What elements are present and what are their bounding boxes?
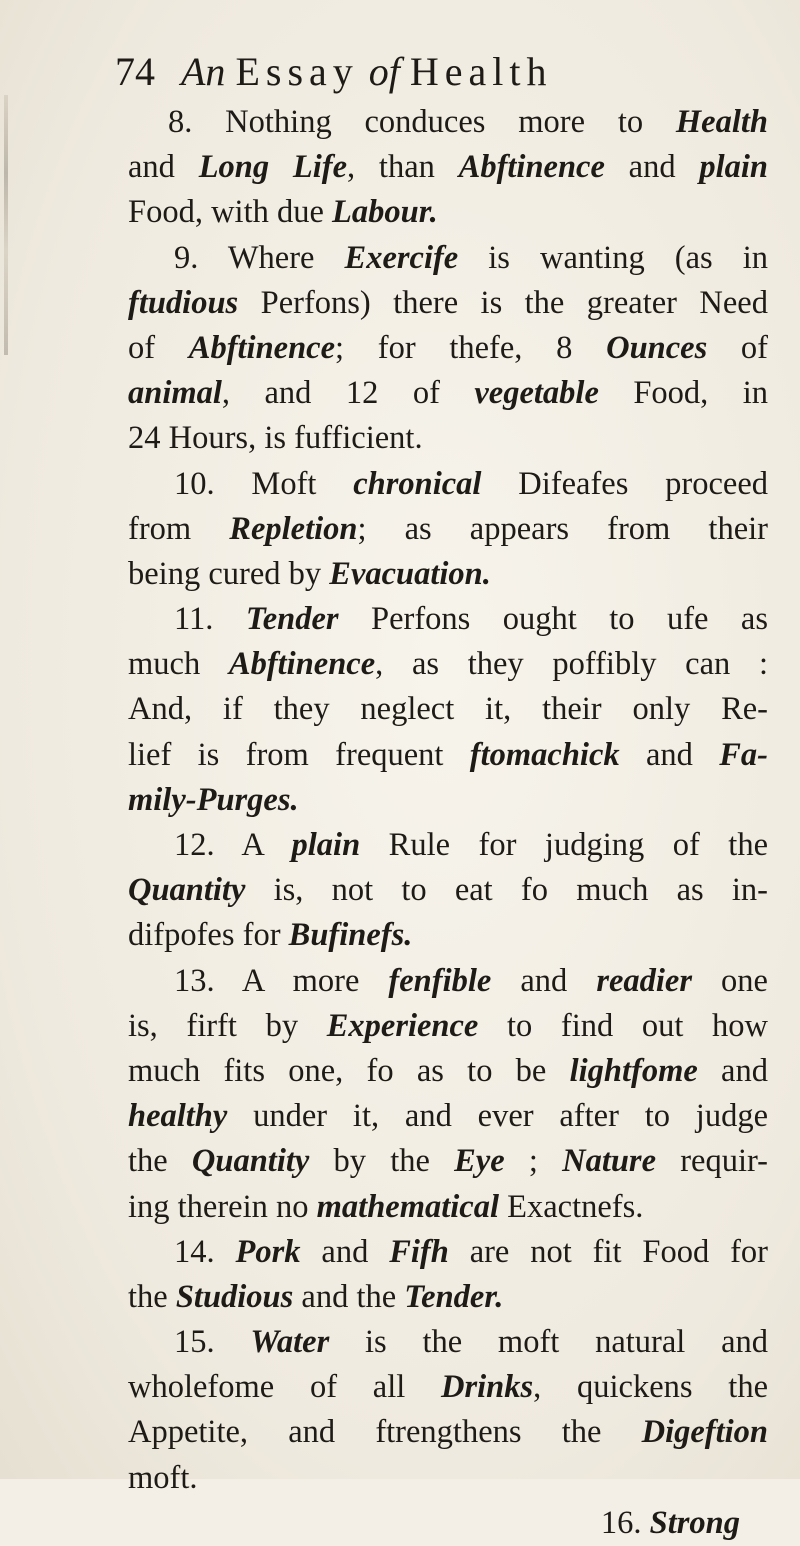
text-line	[128, 416, 768, 461]
text-segment: 9. Where	[174, 239, 345, 276]
text-line	[128, 687, 768, 732]
text-segment: , and 12 of	[221, 375, 475, 412]
text-segment: Difeafes proceed	[481, 465, 769, 502]
text-segment: and	[491, 962, 597, 999]
text-line	[128, 1365, 768, 1410]
italic-segment: Pork	[235, 1233, 301, 1270]
text-segment: wholefome of all	[128, 1369, 442, 1406]
text-line	[128, 1049, 768, 1094]
text-segment: 8. Nothing conduces more to	[168, 104, 676, 140]
text-segment: are not fit Food for	[448, 1233, 769, 1270]
text-segment: the	[128, 1278, 176, 1315]
italic-segment: animal	[128, 375, 222, 412]
text-line	[128, 462, 768, 507]
italic-segment: vegetable	[474, 375, 599, 412]
italic-segment: fenfible	[388, 962, 492, 999]
italic-segment: Nature	[562, 1143, 657, 1180]
text-line	[128, 145, 768, 190]
italic-segment: Quantity	[191, 1143, 310, 1180]
text-segment: 14.	[174, 1233, 236, 1270]
text-line	[128, 507, 768, 552]
text-line	[128, 913, 768, 958]
text-line	[128, 959, 768, 1004]
text-segment: 12. A	[174, 827, 292, 863]
italic-segment: Tender.	[404, 1278, 504, 1315]
text-segment: ing therein no	[128, 1188, 317, 1225]
text-line	[128, 281, 768, 326]
text-segment: , as they poffibly can :	[375, 646, 768, 683]
italic-segment: Water	[250, 1324, 330, 1361]
catchword-number: 16.	[600, 1504, 650, 1541]
text-segment: and	[619, 736, 720, 773]
text-line	[128, 100, 768, 145]
text-line	[128, 1410, 768, 1455]
text-line	[128, 326, 768, 371]
text-line	[128, 642, 768, 687]
italic-segment: Repletion	[229, 510, 358, 547]
text-segment: Appetite, and ftrengthens the	[128, 1414, 642, 1451]
text-segment: is, not to eat fo much as in-	[245, 872, 768, 909]
header-word-essay: Essay	[235, 49, 359, 94]
text-segment: by the	[309, 1143, 455, 1180]
text-line	[128, 868, 768, 913]
header-word-health: Health	[409, 49, 553, 94]
italic-segment: readier	[596, 962, 693, 999]
text-segment: ; for thefe, 8	[335, 329, 607, 366]
text-segment: and	[300, 1233, 390, 1270]
body-text	[128, 100, 768, 1546]
italic-segment: ftomachick	[469, 736, 620, 773]
text-segment: one	[692, 962, 768, 999]
text-segment: 11.	[174, 601, 246, 638]
italic-segment: Drinks	[441, 1369, 534, 1406]
italic-segment: Labour.	[332, 194, 438, 231]
catchword	[128, 1501, 768, 1546]
italic-segment: Ounces	[606, 329, 708, 366]
text-line	[128, 1094, 768, 1139]
italic-segment: plain	[291, 827, 361, 863]
italic-segment: Tender	[245, 601, 339, 638]
text-segment: ;	[504, 1143, 563, 1180]
header-word-of: of	[368, 49, 400, 94]
italic-segment: Abftinence	[458, 149, 605, 186]
italic-segment: Long Life	[198, 149, 348, 186]
italic-segment: Abftinence	[188, 329, 336, 366]
text-line	[128, 1004, 768, 1049]
italic-segment: Quantity	[128, 872, 246, 909]
text-segment: , quickens the	[533, 1369, 768, 1406]
text-segment: lief is from frequent	[128, 736, 470, 773]
text-line	[128, 1185, 768, 1230]
italic-segment: ftudious	[128, 284, 239, 321]
text-segment: Food, with due	[128, 194, 333, 231]
text-line	[128, 236, 768, 281]
text-segment: and	[604, 149, 700, 186]
running-header	[115, 44, 735, 100]
text-segment: , than	[347, 149, 459, 186]
italic-segment: Eye	[454, 1143, 505, 1180]
text-segment: Food, in	[598, 375, 769, 412]
text-segment: ; as appears from their	[357, 510, 768, 547]
text-segment: and	[128, 149, 199, 186]
text-segment: 10. Moft	[174, 465, 354, 502]
text-segment: moft.	[128, 1459, 198, 1496]
text-segment: is the moft natural and	[329, 1324, 769, 1361]
text-line	[128, 371, 768, 416]
italic-segment: Digeftion	[641, 1414, 768, 1451]
text-line	[128, 1275, 768, 1320]
text-segment: And, if they neglect it, their only Re-	[128, 691, 768, 728]
text-segment: difpofes for	[128, 917, 289, 954]
italic-segment: Exercife	[344, 239, 459, 276]
italic-segment: healthy	[128, 1098, 228, 1135]
text-line	[128, 1320, 768, 1365]
text-segment: of	[707, 329, 768, 366]
italic-segment: Studious	[175, 1278, 294, 1315]
italic-segment: mathematical	[316, 1188, 499, 1225]
text-segment: and the	[293, 1278, 405, 1315]
text-segment: 13. A more	[174, 962, 389, 999]
italic-segment: plain	[699, 149, 768, 186]
text-line	[128, 190, 768, 235]
text-line	[128, 1456, 768, 1501]
text-segment: requir-	[656, 1143, 768, 1180]
text-line	[128, 552, 768, 597]
italic-segment: Abftinence	[228, 646, 376, 683]
text-line	[128, 1230, 768, 1275]
text-segment: 24 Hours, is fufficient.	[128, 420, 423, 457]
catchword-word: Strong	[649, 1504, 740, 1541]
italic-segment: Evacuation.	[329, 555, 491, 592]
text-segment: of	[128, 329, 189, 366]
text-segment: Exactnefs.	[499, 1188, 644, 1225]
text-segment: and	[697, 1052, 768, 1089]
text-segment: Perfons ought to ufe as	[338, 601, 768, 638]
text-segment: from	[128, 510, 230, 547]
text-line	[128, 1139, 768, 1184]
italic-segment: Bufinefs.	[288, 917, 413, 954]
text-segment: much	[128, 646, 229, 683]
italic-segment: Health	[675, 104, 768, 140]
text-line	[128, 733, 768, 778]
italic-segment: Fifh	[389, 1233, 449, 1270]
text-segment: Perfons) there is the greater Need	[238, 284, 768, 321]
italic-segment: mily-Purges.	[128, 781, 299, 818]
text-segment: the	[128, 1143, 192, 1180]
text-segment: is, firft by	[128, 1007, 327, 1044]
header-word-an: An	[181, 49, 226, 94]
text-segment: being cured by	[128, 555, 330, 592]
italic-segment: Experience	[326, 1007, 479, 1044]
text-line	[128, 778, 768, 823]
text-segment: 15.	[174, 1324, 251, 1361]
page-number: 74	[115, 49, 155, 94]
page-edge-shadow	[4, 95, 8, 355]
italic-segment: Fa-	[719, 736, 768, 773]
text-segment: under it, and ever after to judge	[227, 1098, 768, 1135]
text-segment: to find out how	[478, 1007, 768, 1044]
italic-segment: lightfome	[569, 1052, 698, 1089]
text-segment: is wanting (as in	[458, 239, 769, 276]
text-line	[128, 823, 768, 868]
text-segment: Rule for judging of the	[360, 827, 768, 863]
text-line	[128, 597, 768, 642]
text-segment: much fits one, fo as to be	[128, 1052, 570, 1089]
italic-segment: chronical	[353, 465, 482, 502]
